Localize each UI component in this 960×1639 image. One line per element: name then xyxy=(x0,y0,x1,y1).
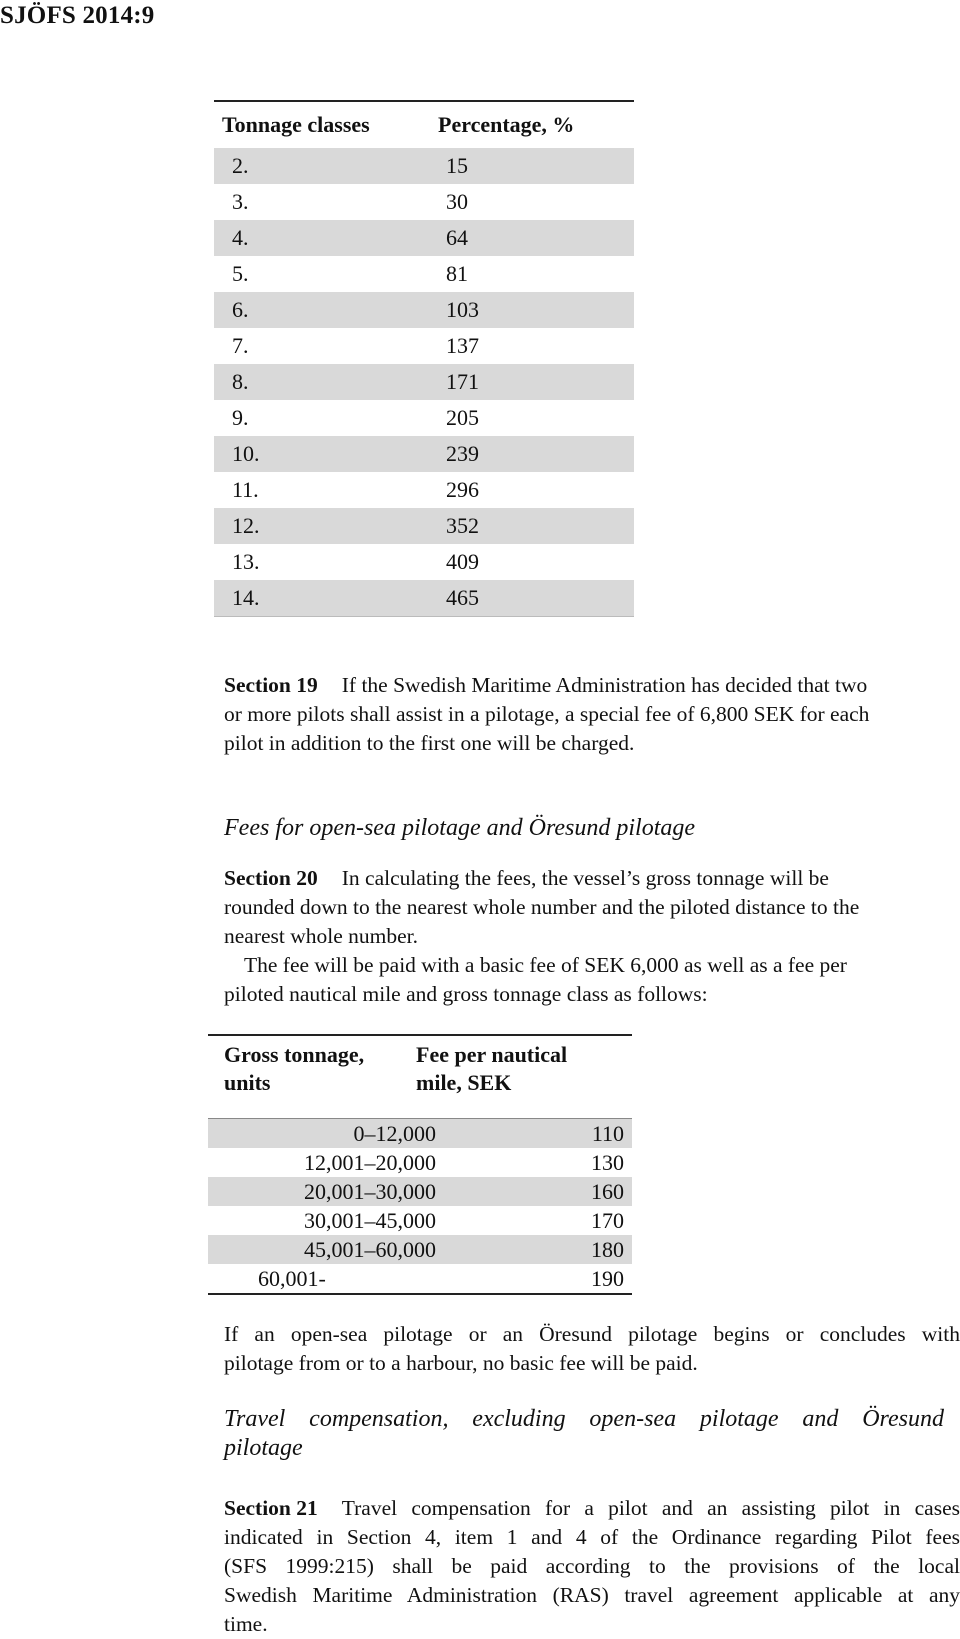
section-label: Section 19 xyxy=(224,673,318,697)
cell-gross-tonnage: 12,001–20,000 xyxy=(304,1149,436,1175)
table-body xyxy=(214,148,634,617)
table-row xyxy=(214,436,634,472)
note-line: If an open-sea pilotage or an Öresund pilotage begins or concludes with xyxy=(224,1322,960,1346)
cell-tonnage-class: 8. xyxy=(232,369,249,394)
gross-tonnage-fee-table xyxy=(208,1034,632,1295)
tonnage-percentage-table xyxy=(214,100,634,617)
header-line: mile, SEK xyxy=(416,1070,512,1095)
section-19 xyxy=(224,671,960,758)
section-text-line: If the Swedish Maritime Administration has decided that two xyxy=(341,673,868,697)
section-label: Section 21 xyxy=(224,1496,318,1520)
section-text-line: time. xyxy=(224,1612,268,1636)
section-text-line: rounded down to the nearest whole number and the piloted distance to the xyxy=(224,895,860,919)
table-row xyxy=(214,580,634,617)
cell-fee: 110 xyxy=(591,1120,624,1146)
cell-percentage: 352 xyxy=(446,513,479,538)
table-row xyxy=(214,292,634,328)
table-row xyxy=(208,1148,632,1177)
column-header-percentage: Percentage, % xyxy=(438,112,575,137)
cell-percentage: 239 xyxy=(446,441,479,466)
cell-percentage: 137 xyxy=(446,333,479,358)
section-text-line: Travel compensation for a pilot and an assisting pilot in cases xyxy=(341,1496,960,1520)
cell-gross-tonnage: 30,001–45,000 xyxy=(304,1207,436,1233)
header-line: Fee per nautical xyxy=(416,1042,568,1067)
cell-tonnage-class: 9. xyxy=(232,405,249,430)
cell-gross-tonnage: 0–12,000 xyxy=(353,1120,436,1146)
cell-percentage: 103 xyxy=(446,297,479,322)
cell-tonnage-class: 14. xyxy=(232,585,260,610)
cell-gross-tonnage: 60,001- xyxy=(258,1265,326,1291)
cell-percentage: 465 xyxy=(446,585,479,610)
cell-fee: 160 xyxy=(591,1178,624,1204)
document-id: SJÖFS 2014:9 xyxy=(0,2,155,29)
cell-tonnage-class: 5. xyxy=(232,261,249,286)
cell-tonnage-class: 6. xyxy=(232,297,249,322)
cell-percentage: 15 xyxy=(446,153,468,178)
table-body xyxy=(208,1118,632,1295)
basic-fee-note xyxy=(224,1320,960,1378)
cell-tonnage-class: 13. xyxy=(232,549,260,574)
section-text-line: piloted nautical mile and gross tonnage class as follows: xyxy=(224,982,708,1006)
table-row xyxy=(214,400,634,436)
table-row xyxy=(214,220,634,256)
heading-line: pilotage xyxy=(224,1435,303,1461)
cell-tonnage-class: 10. xyxy=(232,441,260,466)
section-text-line: pilot in addition to the first one will be charged. xyxy=(224,731,635,755)
table-row xyxy=(214,256,634,292)
cell-percentage: 64 xyxy=(446,225,468,250)
section-text-line: In calculating the fees, the vessel’s gross tonnage will be xyxy=(341,866,829,890)
table-row xyxy=(214,328,634,364)
table-header xyxy=(214,102,634,148)
table-row xyxy=(208,1119,632,1148)
cell-tonnage-class: 4. xyxy=(232,225,249,250)
table-row xyxy=(208,1235,632,1264)
heading-travel-compensation xyxy=(224,1405,944,1463)
cell-fee: 190 xyxy=(591,1265,624,1291)
table-row xyxy=(214,184,634,220)
cell-gross-tonnage: 45,001–60,000 xyxy=(304,1236,436,1262)
cell-tonnage-class: 12. xyxy=(232,513,260,538)
note-line: pilotage from or to a harbour, no basic fee will be paid. xyxy=(224,1351,698,1375)
header-line: units xyxy=(224,1070,271,1095)
cell-fee: 180 xyxy=(591,1236,624,1262)
cell-percentage: 81 xyxy=(446,261,468,286)
cell-fee: 130 xyxy=(591,1149,624,1175)
cell-percentage: 409 xyxy=(446,549,479,574)
cell-tonnage-class: 3. xyxy=(232,189,249,214)
heading-line: Travel compensation, excluding open-sea pilotage and Öresund xyxy=(224,1406,944,1432)
section-label: Section 20 xyxy=(224,866,318,890)
cell-tonnage-class: 7. xyxy=(232,333,249,358)
cell-tonnage-class: 2. xyxy=(232,153,249,178)
table-row xyxy=(208,1206,632,1235)
cell-percentage: 171 xyxy=(446,369,479,394)
table-row xyxy=(214,544,634,580)
column-header-fee xyxy=(416,1041,616,1118)
cell-percentage: 296 xyxy=(446,477,479,502)
table-row xyxy=(214,148,634,184)
heading-open-sea-fees: Fees for open-sea pilotage and Öresund pilotage xyxy=(224,815,696,841)
table-row xyxy=(214,472,634,508)
column-header-tonnage-classes: Tonnage classes xyxy=(222,112,370,137)
column-header-gross-tonnage xyxy=(208,1041,416,1118)
cell-percentage: 205 xyxy=(446,405,479,430)
cell-tonnage-class: 11. xyxy=(232,477,259,502)
table-header xyxy=(208,1036,632,1118)
table-row xyxy=(208,1264,632,1293)
table-row xyxy=(214,508,634,544)
cell-gross-tonnage: 20,001–30,000 xyxy=(304,1178,436,1204)
section-21 xyxy=(224,1494,960,1639)
section-text-line: The fee will be paid with a basic fee of SEK 6,000 as well as a fee per xyxy=(244,953,847,977)
section-text-line: indicated in Section 4, item 1 and 4 of the Ordinance regarding Pilot fees xyxy=(224,1525,960,1549)
table-row xyxy=(208,1177,632,1206)
header-line: Gross tonnage, xyxy=(224,1042,365,1067)
table-row xyxy=(214,364,634,400)
cell-fee: 170 xyxy=(591,1207,624,1233)
section-20 xyxy=(224,864,960,1009)
cell-percentage: 30 xyxy=(446,189,468,214)
section-text-line: Swedish Maritime Administration (RAS) travel agreement applicable at any xyxy=(224,1583,960,1607)
section-text-line: (SFS 1999:215) shall be paid according to the provisions of the local xyxy=(224,1554,960,1578)
section-text-line: nearest whole number. xyxy=(224,924,419,948)
section-text-line: or more pilots shall assist in a pilotage, a special fee of 6,800 SEK for each xyxy=(224,702,870,726)
